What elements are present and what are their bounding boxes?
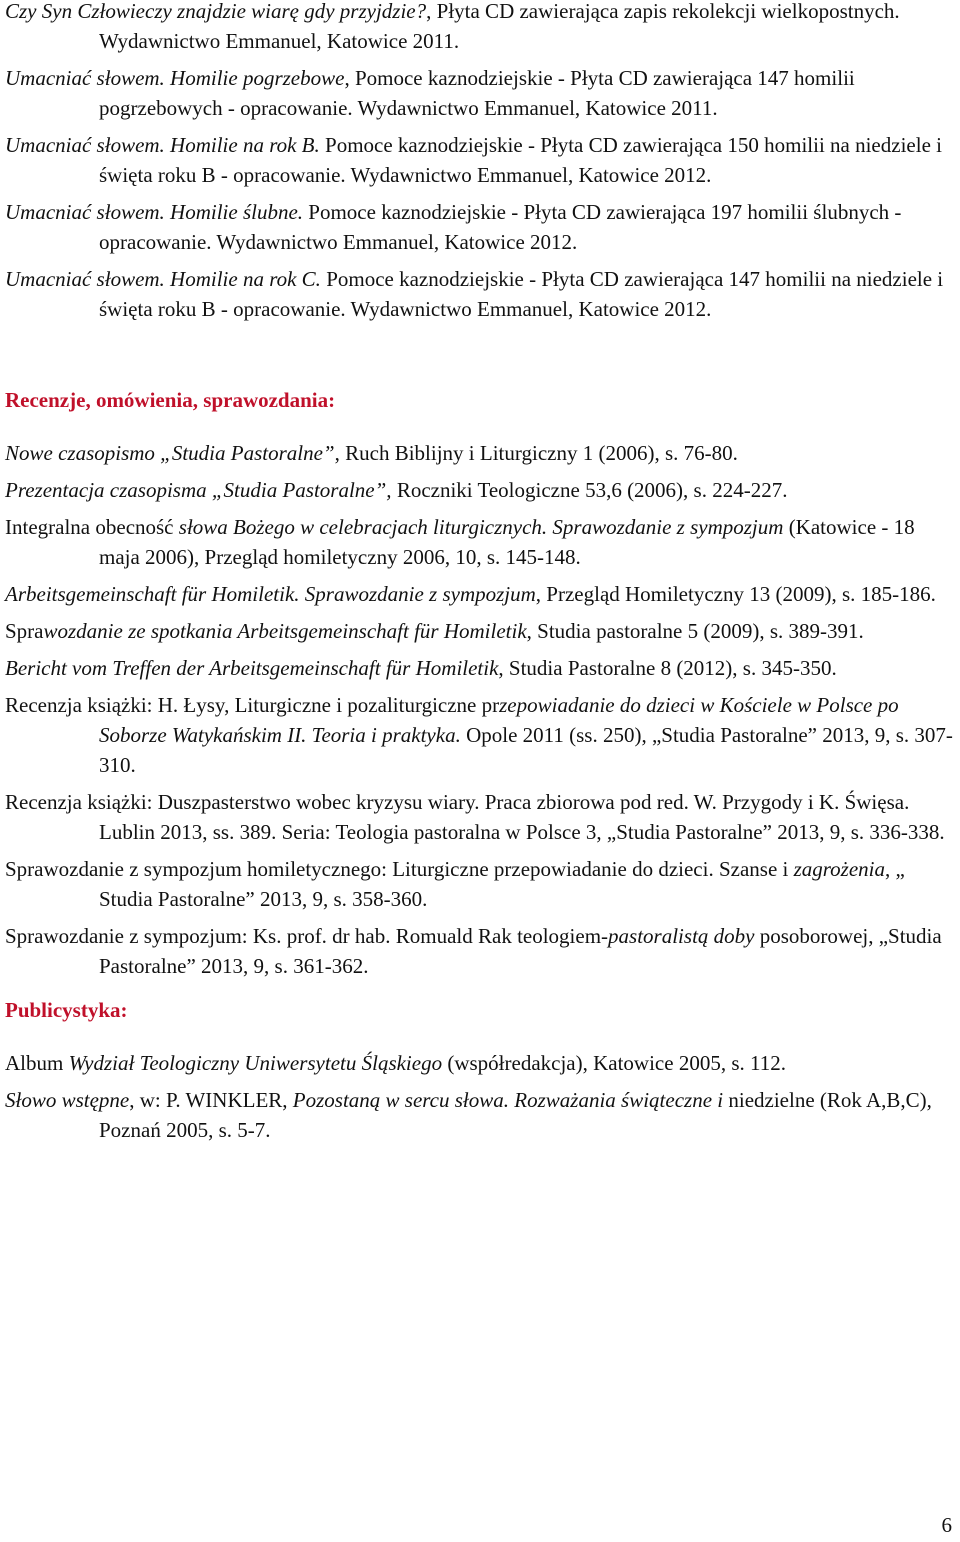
- bib-entry: [5, 0, 955, 56]
- entry-italic-text: zepowiadanie do dzieci w Kościele w Polsce po Soborze Watykańskim II. Teoria i praktyka.: [99, 693, 899, 747]
- entry-italic-text: Arbeitsgemeinschaft für Homiletik. Sprawozdanie z sympozjum: [5, 582, 536, 606]
- bib-entry: [5, 787, 955, 847]
- bib-entry: [5, 197, 955, 257]
- reviews-list: [5, 438, 955, 981]
- entry-text: , Płyta CD zawierająca zapis rekolekcji wielkopostnych. Wydawnictwo Emmanuel, Katowice 2011.: [99, 0, 900, 53]
- entry-text: (Katowice - 18 maja 2006), Przegląd homiletyczny 2006, 10, s. 145-148.: [99, 515, 915, 569]
- bib-entry: [5, 512, 955, 572]
- entry-text: posoborowej, „Studia Pastoralne” 2013, 9, s. 361-362.: [99, 924, 942, 978]
- entry-italic-text: wozdanie ze spotkania Arbeitsgemeinschaft für Homiletik: [43, 619, 527, 643]
- bib-entry: [5, 264, 955, 324]
- entry-italic-text: Umacniać słowem. Homilie na rok C.: [5, 267, 321, 291]
- entry-text: Integralna obecność: [5, 515, 179, 539]
- entry-italic-text: Słowo wstępne: [5, 1088, 130, 1112]
- entry-text: Recenzja książki: Duszpasterstwo wobec kryzysu wiary. Praca zbiorowa pod red. W. Przygody i K. Święsa. Lublin 2013, ss. 389. Seria: Teologia pastoralna w Polsce 3, „Studia Pastoralne” 2013, 9, s. 336-338.: [5, 790, 945, 844]
- entry-italic-text: Nowe czasopismo „Studia Pastoralne”: [5, 441, 335, 465]
- bib-entry: [5, 690, 955, 780]
- entry-italic-text: zagrożenia: [793, 857, 886, 881]
- cd-publications-list: [5, 0, 955, 324]
- entry-text: Spra: [5, 619, 44, 643]
- bib-entry: [5, 63, 955, 123]
- entry-italic-text: Prezentacja czasopisma „Studia Pastoralne”,: [5, 478, 392, 502]
- entry-text: , „ Studia Pastoralne” 2013, 9, s. 358-360.: [99, 857, 905, 911]
- entry-text: , Ruch Biblijny i Liturgiczny 1 (2006), s. 76-80.: [334, 441, 738, 465]
- entry-italic-text: Pozostaną w sercu słowa. Rozważania świąteczne i: [292, 1088, 724, 1112]
- journalism-list: [5, 1048, 955, 1145]
- entry-text: , Studia pastoralne 5 (2009), s. 389-391.: [526, 619, 864, 643]
- entry-text: , Przegląd Homiletyczny 13 (2009), s. 185-186.: [535, 582, 936, 606]
- bib-entry: [5, 854, 955, 914]
- entry-italic-text: Czy Syn Człowieczy znajdzie wiarę gdy przyjdzie?: [5, 0, 427, 23]
- entry-italic-text: Umacniać słowem. Homilie pogrzebowe: [5, 66, 345, 90]
- entry-text: , w: P. WINKLER,: [129, 1088, 293, 1112]
- entry-text: , Studia Pastoralne 8 (2012), s. 345-350.: [498, 656, 837, 680]
- entry-text: Album: [5, 1051, 69, 1075]
- entry-italic-text: Wydział Teologiczny Uniwersytetu Śląskiego: [68, 1051, 443, 1075]
- entry-text: Opole 2011 (ss. 250), „Studia Pastoralne” 2013, 9, s. 307-310.: [99, 723, 953, 777]
- bib-entry: [5, 616, 955, 646]
- page-number: 6: [941, 1513, 952, 1537]
- entry-text: (współredakcja), Katowice 2005, s. 112.: [442, 1051, 786, 1075]
- entry-text: Pomoce kaznodziejskie - Płyta CD zawierająca 150 homilii na niedziele i święta roku B - opracowanie. Wydawnictwo Emmanuel, Katowice 2012.: [99, 133, 942, 187]
- entry-text: , Pomoce kaznodziejskie - Płyta CD zawierająca 147 homilii pogrzebowych - opracowanie. Wydawnictwo Emmanuel, Katowice 2011.: [99, 66, 855, 120]
- entry-italic-text: Bericht vom Treffen der Arbeitsgemeinschaft für Homiletik: [5, 656, 499, 680]
- document-page: [5, 0, 955, 1152]
- bib-entry: [5, 475, 955, 505]
- entry-text: Roczniki Teologiczne 53,6 (2006), s. 224-227.: [391, 478, 788, 502]
- bib-entry: [5, 579, 955, 609]
- bib-entry: [5, 1048, 955, 1078]
- entry-italic-text: Umacniać słowem. Homilie na rok B.: [5, 133, 320, 157]
- section-heading-reviews: Recenzje, omówienia, sprawozdania:: [5, 388, 336, 412]
- section-heading-journalism: Publicystyka:: [5, 998, 128, 1022]
- entry-text: Sprawozdanie z sympozjum homiletycznego: Liturgiczne przepowiadanie do dzieci. Szanse i: [5, 857, 794, 881]
- entry-text: niedzielne (Rok A,B,C), Poznań 2005, s. 5-7.: [99, 1088, 932, 1142]
- entry-italic-text: pastoralistą doby: [608, 924, 755, 948]
- entry-text: Pomoce kaznodziejskie - Płyta CD zawierająca 147 homilii na niedziele i święta roku B - opracowanie. Wydawnictwo Emmanuel, Katowice 2012.: [99, 267, 944, 321]
- bib-entry: [5, 1085, 955, 1145]
- entry-text: Recenzja książki: H. Łysy, Liturgiczne i pozaliturgiczne pr: [5, 693, 500, 717]
- bib-entry: [5, 130, 955, 190]
- entry-text: Sprawozdanie z sympozjum: Ks. prof. dr hab. Romuald Rak teologiem-: [5, 924, 609, 948]
- bib-entry: [5, 921, 955, 981]
- entry-italic-text: Umacniać słowem. Homilie ślubne.: [5, 200, 304, 224]
- entry-text: Pomoce kaznodziejskie - Płyta CD zawierająca 197 homilii ślubnych - opracowanie. Wydawnictwo Emmanuel, Katowice 2012.: [99, 200, 902, 254]
- entry-italic-text: słowa Bożego w celebracjach liturgicznych. Sprawozdanie z sympozjum: [178, 515, 784, 539]
- bib-entry: [5, 653, 955, 683]
- bib-entry: [5, 438, 955, 468]
